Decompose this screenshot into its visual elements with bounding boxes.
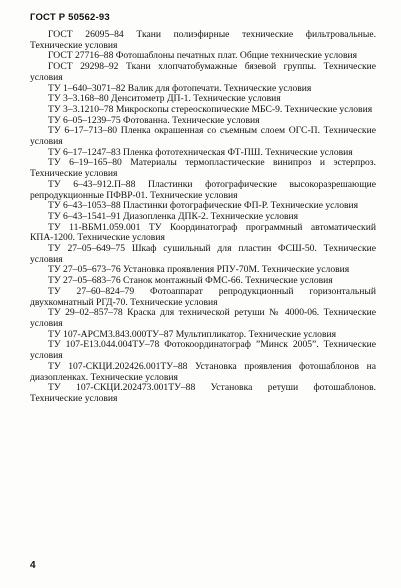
reference-entry: ТУ 107-СКЦИ.202426.001ТУ–88 Установка проявления фотошаблонов на диазопленках. Технические условия [30,360,376,383]
reference-entry: ТУ 107-Е13.044.004ТУ–78 Фотокоординатограф ”Минск 2005”. Технические условия [30,339,376,362]
references-list [30,30,376,405]
reference-entry: ТУ 1–640–3071–82 Валик для фотопечати. Технические условия [48,82,312,94]
reference-entry: ТУ 27–05–673–76 Установка проявления РПУ-70М. Технические условия [48,264,350,276]
reference-entry: ТУ 6–17–713–80 Пленка окрашенная со съемным слоем ОГС-П. Технические условия [30,125,376,148]
reference-entry: ТУ 6–05–1239–75 Фотованна. Технические условия [48,114,260,126]
reference-entry: ТУ 6–43–1053–88 Пластинки фотографические ФП-Р. Технические условия [48,200,359,212]
reference-entry: ТУ 6–43–1541–91 Диазопленка ДПК-2. Технические условия [48,210,299,222]
reference-entry: ГОСТ 29298–92 Ткани хлопчатобумажные бязевой группы. Технические условия [30,61,376,83]
reference-entry: ТУ 29–02–857–78 Краска для технической ретуши № 4000-06. Технические условия [30,307,376,329]
page-number: 4 [30,560,36,571]
reference-entry: ТУ 3–3.168–80 Денситометр ДП-1. Технические условия [48,93,281,105]
reference-entry: ТУ 6–19–165–80 Материалы термопластические винипроз и эстерпроз. Технические условия [30,157,376,180]
reference-entry: ТУ 107-СКЦИ.202473.001ТУ–88 Установка ретуши фотошаблонов. Технические условия [30,382,376,404]
standard-header: ГОСТ Р 50562-93 [30,12,110,23]
reference-entry: ГОСТ 26095–84 Ткани полиэфирные технические фильтровальные. Технические условия [30,29,376,51]
reference-entry: ТУ 6–17–1247–83 Пленка фототехническая ФТ-ПШ. Технические условия [48,146,353,158]
reference-entry: ТУ 11-ВБМ1.059.001 ТУ Координатограф программный автоматический КПА-1200. Технические условия [30,221,376,244]
reference-entry: ТУ 27–05–649–75 Шкаф сушильный для пластин ФСШ-50. Технические условия [30,243,376,265]
reference-entry: ТУ 3–3.1210–78 Микроскопы стереоскопические МБС-9. Технические условия [48,103,373,115]
reference-entry: ТУ 6–43–912.П–88 Пластинки фотографические высокоразрешающие репродукционные ПФВР-01. Технические условия [30,178,376,201]
reference-entry: ТУ 27–60–824–79 Фотоаппарат репродукционный горизонтальный двухкомнатный РГД-70. Технические условия [30,285,376,308]
reference-entry: ГОСТ 27716–88 Фотошаблоны печатных плат. Общие технические условия [48,50,358,62]
reference-entry: ТУ 27–05–683–76 Станок монтажный ФМС-66. Технические условия [48,275,333,287]
reference-entry: ТУ 107-АРСМ3.843.000ТУ–87 Мультипликатор. Технические условия [48,328,337,340]
